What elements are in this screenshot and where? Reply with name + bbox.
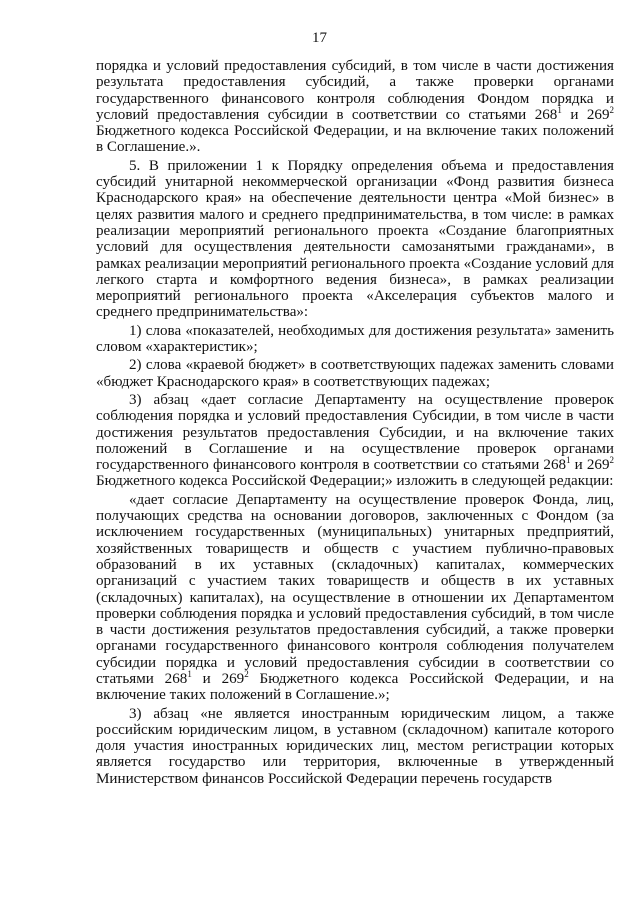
paragraph-subitem-3: 3) абзац «дает согласие Департаменту на осуществление проверок соблюдения порядка и условий предоставления Субсидии, в том числе в части достижения результатов предоставления Субсидии, и на включение таких положений в Соглашение и на осуществление проверок органами государственного финансового контроля в соответствии со статьями $268^1$ и $269^2$ Бюджетного кодекса Российской Федерации;» изложить в следующей редакции:	[96, 391, 614, 490]
paragraph-continuation: порядка и условий предоставления субсидий, в том числе в части достижения результата предоставления субсидий, а также проверки органами государственного финансового контроля соблюдения Фондом порядка и условий предоставления субсидии в соответствии со статьями $268^1$ и $269^2$ Бюджетного кодекса Российской Федерации, и на включение таких положений в Соглашение.».	[96, 58, 615, 156]
superscript: 2	[609, 104, 615, 115]
document-body	[96, 58, 614, 787]
superscript: 2	[244, 668, 249, 679]
paragraph-subitem-2: 2) слова «краевой бюджет» в соответствующих падежах заменить словами «бюджет Краснодарского края» в соответствующих падежах;	[96, 357, 614, 390]
superscript: 1	[187, 668, 192, 679]
paragraph-item-5: 5. В приложении 1 к Порядку определения объема и предоставления субсидий унитарной некоммерческой организации «Фонд развития бизнеса Краснодарского края» на обеспечение деятельности центра «Мой бизнес» в целях развития малого и среднего предпринимательства, в том числе: в рамках реализации мероприятий регионального проекта «Создание благоприятных условий для осуществления деятельности самозанятыми гражданами», в рамках реализации мероприятий регионального проекта «Создание условий для легкого старта и комфортного ведения бизнеса», в рамках реализации мероприятий регионального проекта «Акселерация субъектов малого и среднего предпринимательства»:	[96, 157, 614, 321]
superscript: 1	[557, 104, 562, 115]
paragraph-quoted-revision: «дает согласие Департаменту на осуществление проверок Фонда, лиц, получающих средства на основании договоров, заключенных с Фондом (за исключением государственных (муниципальных) унитарных предприятий, хозяйственных товариществ и обществ с участием публично-правовых образований в их уставных (складочных) капиталах, коммерческих организаций с участием таких товариществ и обществ в их уставных (складочных) капиталах), на осуществление в отношении их Департаментом проверки соблюдения порядка и условий предоставления субсидий, в том числе в части достижения результатов предоставления субсидий, а также проверки органами государственного финансового контроля соблюдения получателем субсидии порядка и условий предоставления субсидии в соответствии со статьями $268^1$ и $269^2$ Бюджетного кодекса Российской Федерации, и на включение таких положений в Соглашение.»;	[96, 491, 614, 704]
paragraph-subitem-1: 1) слова «показателей, необходимых для достижения результата» заменить словом «характеристик»;	[96, 322, 614, 356]
page-number: 17	[312, 30, 327, 46]
superscript: 2	[609, 455, 614, 466]
superscript: 1	[566, 455, 571, 466]
paragraph-subitem-3-second: 3) абзац «не является иностранным юридическим лицом, а также российским юридическим лицом, в уставном (складочном) капитале которого доля участия иностранных юридических лиц, местом регистрации которых является государство или территория, включенные в утвержденный Министерством финансов Российской Федерации перечень государств	[96, 705, 614, 787]
